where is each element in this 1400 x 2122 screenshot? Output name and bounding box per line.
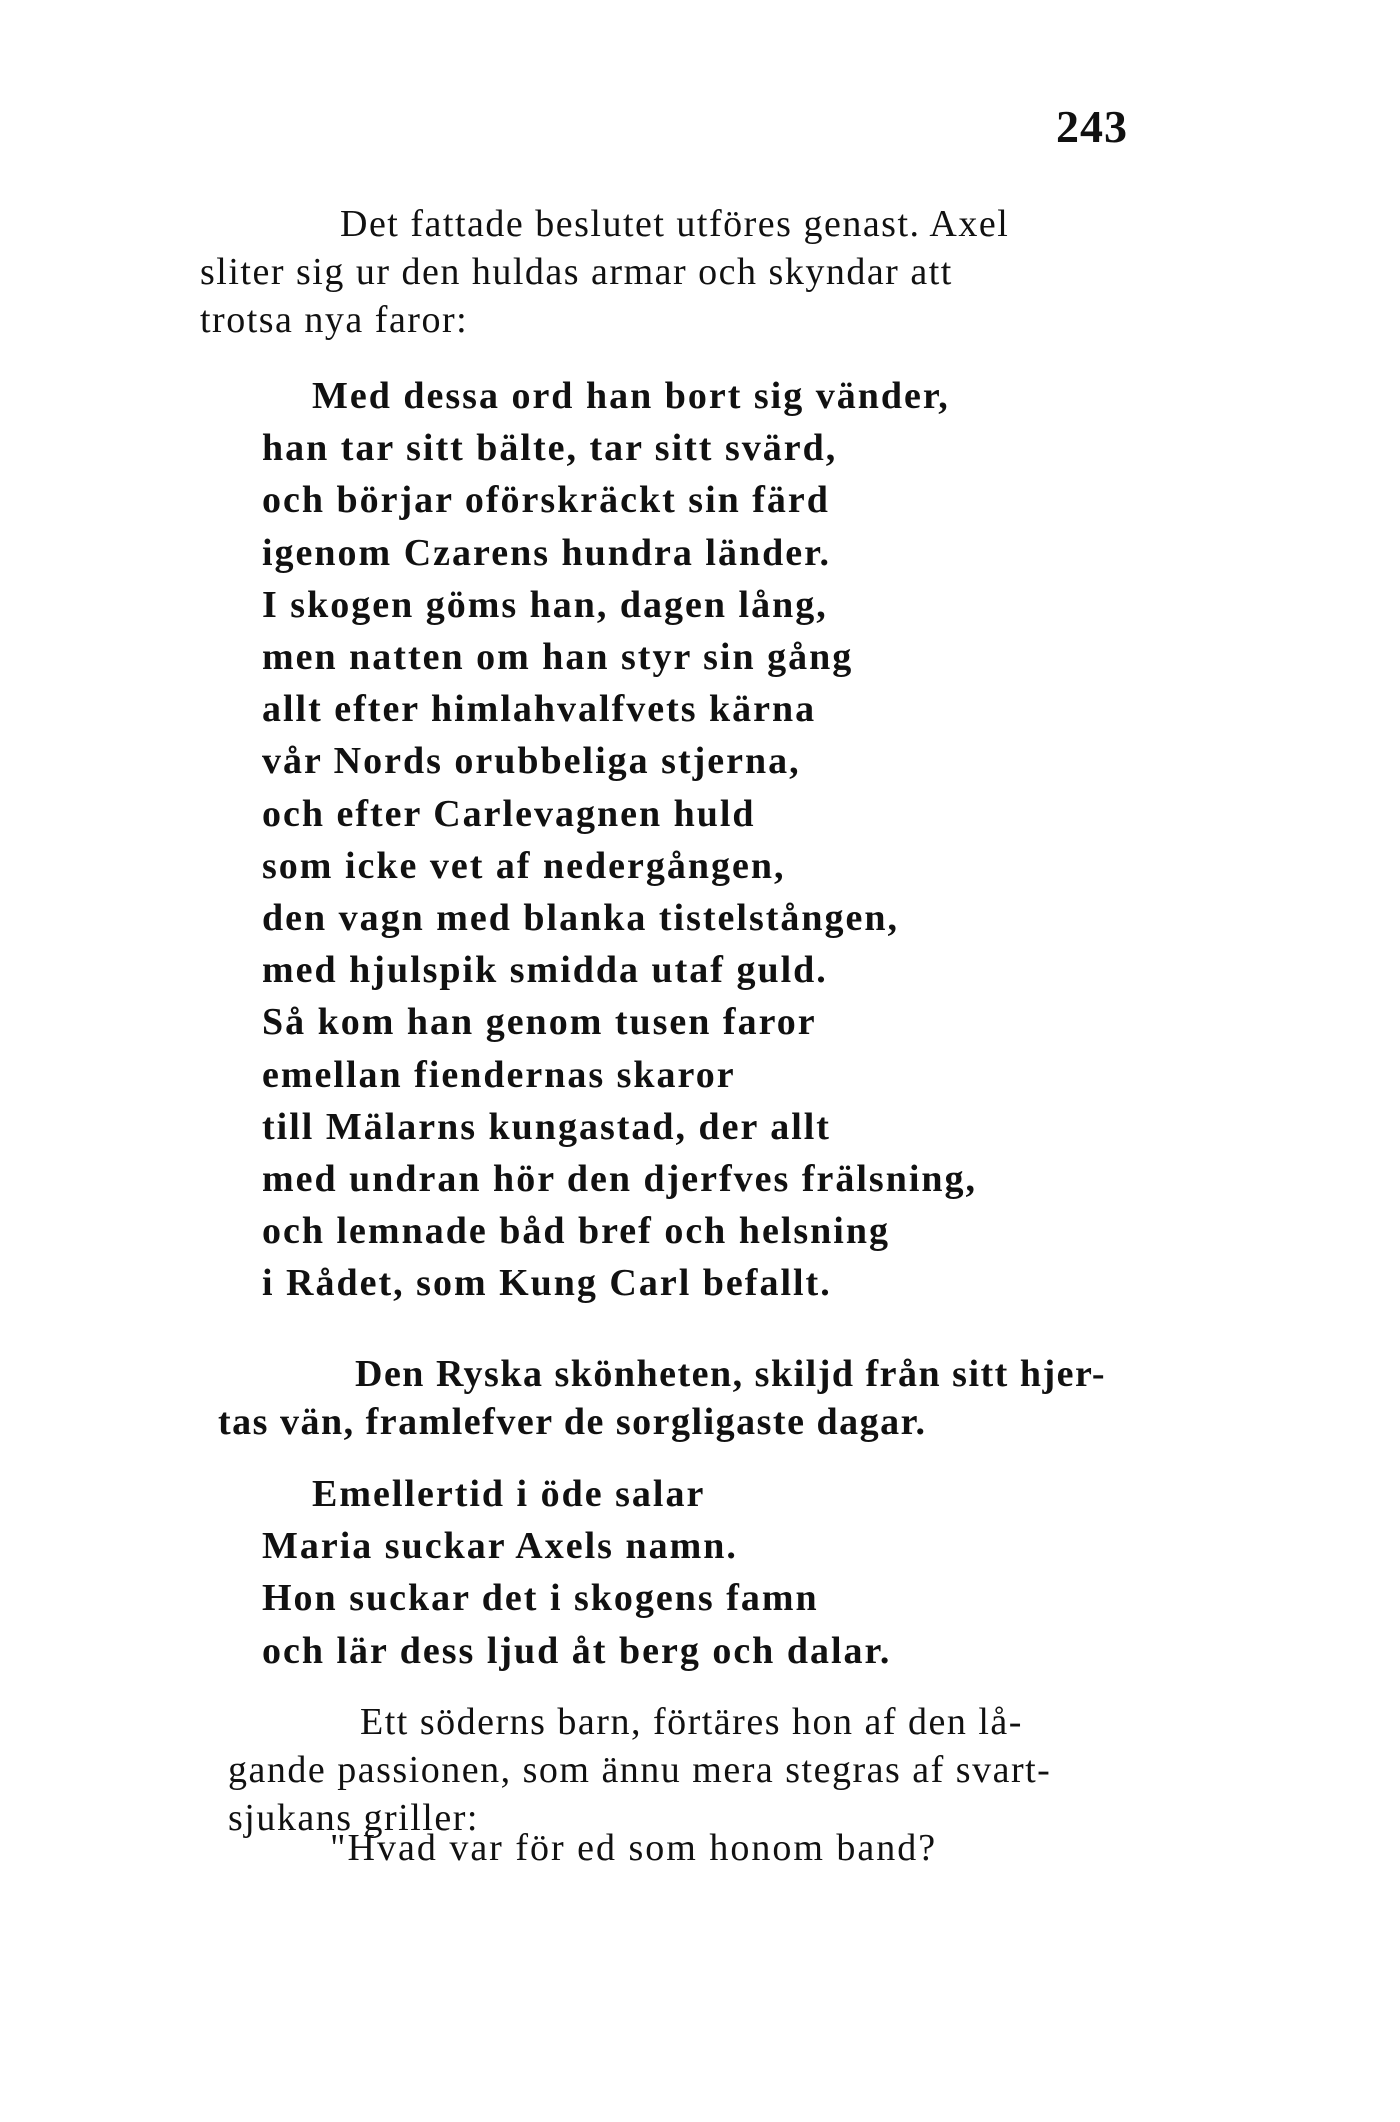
prose-line: sliter sig ur den huldas armar och skyndar att — [200, 251, 953, 293]
verse-stanza-3 — [330, 1822, 937, 1874]
verse-line: emellan fiendernas skaror — [262, 1053, 736, 1096]
verse-line: Med dessa ord han bort sig vänder, — [312, 375, 950, 417]
prose-line: Den Ryska skönheten, skiljd från sitt hjer- — [355, 1353, 1107, 1395]
verse-line: han tar sitt bälte, tar sitt svärd, — [262, 427, 838, 470]
verse-stanza-1 — [262, 370, 977, 1310]
verse-line: "Hvad var för ed som honom band? — [330, 1827, 938, 1869]
verse-line: som icke vet af nedergången, — [262, 844, 786, 887]
prose-line: Det fattade beslutet utföres genast. Axel — [340, 203, 1010, 245]
verse-line: den vagn med blanka tistelstången, — [262, 897, 900, 940]
verse-line: och lär dess ljud åt berg och dalar. — [262, 1629, 892, 1672]
verse-line: med hjulspik smidda utaf guld. — [262, 949, 828, 992]
verse-stanza-2 — [262, 1468, 891, 1677]
prose-line: tas vän, framlefver de sorgligaste dagar. — [218, 1401, 927, 1443]
prose-line: trotsa nya faror: — [200, 299, 469, 341]
prose-paragraph-3 — [228, 1698, 1051, 1842]
verse-line: till Mälarns kungastad, der allt — [262, 1105, 831, 1148]
verse-line: med undran hör den djerfves frälsning, — [262, 1158, 978, 1201]
verse-line: och lemnade båd bref och helsning — [262, 1210, 890, 1253]
verse-line: vår Nords orubbeliga stjerna, — [262, 740, 801, 783]
prose-line: sjukans griller: — [228, 1797, 479, 1839]
verse-line: men natten om han styr sin gång — [262, 636, 854, 679]
prose-paragraph-2 — [200, 1350, 1106, 1446]
verse-line: Så kom han genom tusen faror — [262, 1001, 817, 1044]
verse-line: Emellertid i öde salar — [312, 1473, 706, 1515]
verse-line: Maria suckar Axels namn. — [262, 1525, 738, 1568]
verse-line: igenom Czarens hundra länder. — [262, 531, 831, 574]
verse-line: I skogen göms han, dagen lång, — [262, 583, 828, 626]
verse-line: i Rådet, som Kung Carl befallt. — [262, 1262, 832, 1305]
verse-line: och efter Carlevagnen huld — [262, 792, 756, 835]
verse-line: och börjar oförskräckt sin färd — [262, 479, 830, 522]
prose-line: Ett söderns barn, förtäres hon af den lå- — [360, 1701, 1023, 1743]
prose-paragraph-1 — [200, 200, 1009, 344]
verse-line: Hon suckar det i skogens famn — [262, 1577, 819, 1620]
prose-line: gande passionen, som ännu mera stegras af svart- — [228, 1749, 1052, 1791]
page-number: 243 — [1056, 101, 1128, 152]
verse-line: allt efter himlahvalfvets kärna — [262, 688, 817, 731]
